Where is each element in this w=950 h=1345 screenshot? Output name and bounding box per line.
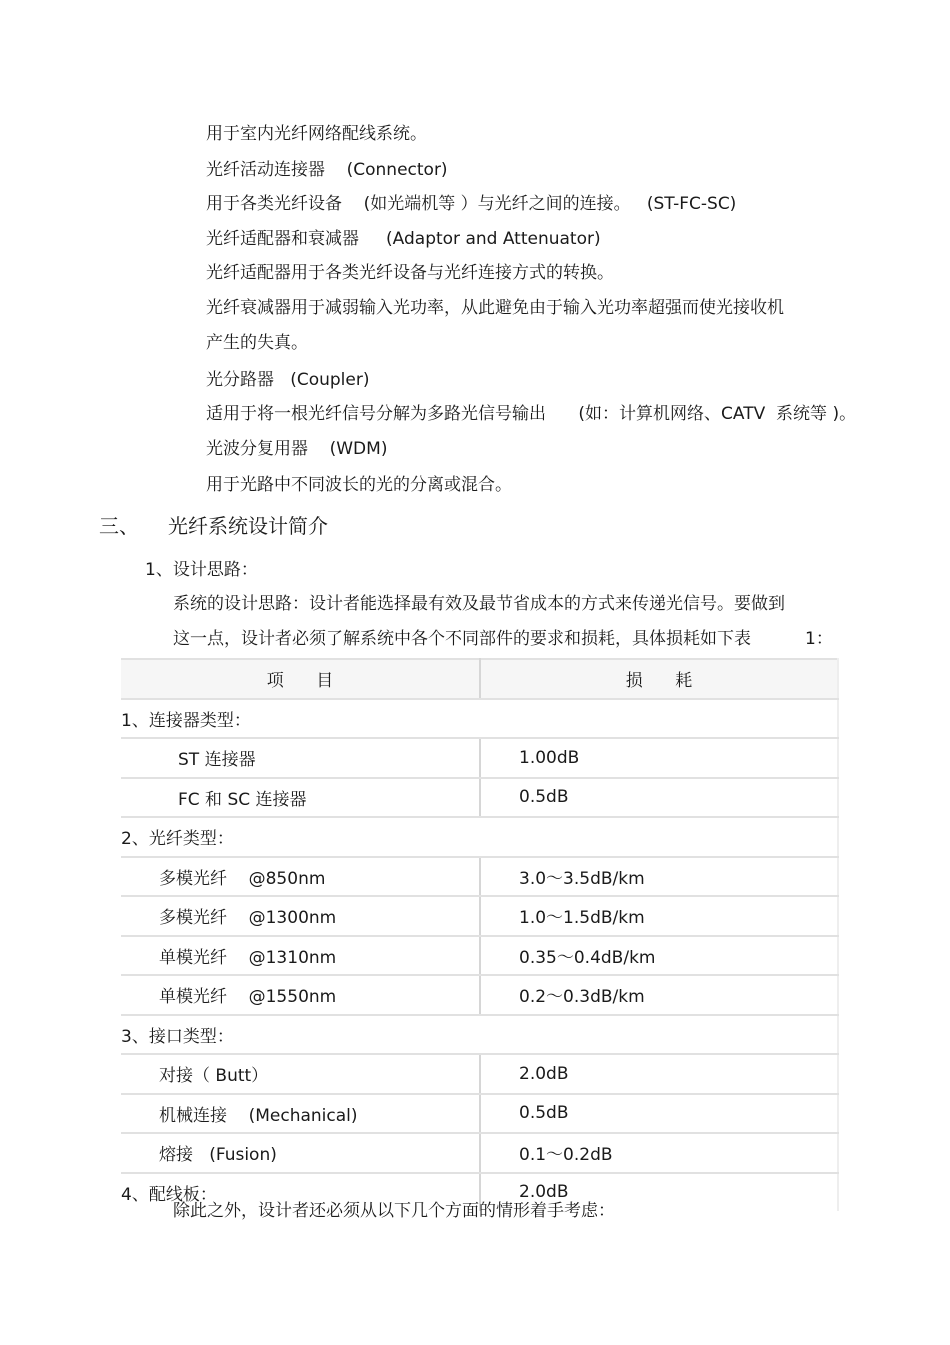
closing-line: 除此之外，设计者还必须从以下几个方面的情形着手考虑： [173, 1201, 615, 1221]
item-cell: FC 和 SC 连接器 [121, 778, 480, 818]
intro-line: 适用于将一根光纤信号分解为多路光信号输出 (如：计算机网络、CATV 系统等 )。 [206, 404, 857, 424]
item-cell: 熔接 (Fusion) [121, 1133, 480, 1173]
intro-line: 用于各类光纤设备 (如光端机等 ）与光纤之间的连接。 (ST-FC-SC) [206, 194, 737, 214]
intro-line: 用于室内光纤网络配线系统。 [206, 124, 427, 144]
table-row [121, 1054, 838, 1094]
loss-table [121, 658, 839, 1211]
loss-cell: 0.1～0.2dB [480, 1133, 838, 1173]
table-row [121, 1094, 838, 1134]
table-row [121, 857, 838, 897]
item-cell: 单模光纤 @1550nm [121, 975, 480, 1015]
item-cell: 机械连接 (Mechanical) [121, 1094, 480, 1134]
item-cell: 4、配线板： [121, 1173, 480, 1212]
header-loss: 损 耗 [480, 659, 838, 699]
table-row [121, 1133, 838, 1173]
loss-cell: 2.0dB [480, 1173, 838, 1212]
group-label: 1、连接器类型： [121, 699, 838, 739]
table-row [121, 778, 838, 818]
loss-cell: 0.2～0.3dB/km [480, 975, 838, 1015]
item-cell: ST 连接器 [121, 738, 480, 778]
loss-cell: 0.35～0.4dB/km [480, 936, 838, 976]
intro-line: 用于光路中不同波长的光的分离或混合。 [206, 475, 512, 495]
section-number: 三、 [99, 514, 139, 538]
loss-cell: 1.00dB [480, 738, 838, 778]
group-label: 3、接口类型： [121, 1015, 838, 1055]
group-label: 2、光纤类型： [121, 817, 838, 857]
intro-line: 光纤适配器用于各类光纤设备与光纤连接方式的转换。 [206, 263, 614, 283]
intro-line: 光分路器 (Coupler) [206, 370, 370, 390]
item-cell: 单模光纤 @1310nm [121, 936, 480, 976]
intro-line: 光纤适配器和衰减器 (Adaptor and Attenuator) [206, 229, 601, 249]
intro-line: 光纤衰减器用于减弱输入光功率，从此避免由于输入光功率超强而使光接收机 [206, 298, 784, 318]
paragraph-line-1: 系统的设计思路：设计者能选择最有效及最节省成本的方式来传递光信号。要做到 [173, 594, 785, 614]
loss-cell: 0.5dB [480, 778, 838, 818]
table-row [121, 975, 838, 1015]
loss-cell: 0.5dB [480, 1094, 838, 1134]
table-row [121, 896, 838, 936]
subsection-heading: 1、设计思路： [145, 560, 258, 580]
loss-cell: 3.0～3.5dB/km [480, 857, 838, 897]
loss-cell: 2.0dB [480, 1054, 838, 1094]
intro-line: 光纤活动连接器 (Connector) [206, 160, 448, 180]
paragraph-line-2: 这一点，设计者必须了解系统中各个不同部件的要求和损耗，具体损耗如下表 1： [173, 629, 833, 649]
table-group-row [121, 699, 838, 739]
section-title: 光纤系统设计简介 [168, 514, 328, 538]
item-cell: 对接（ Butt） [121, 1054, 480, 1094]
table-group-row [121, 817, 838, 857]
table-row [121, 936, 838, 976]
loss-cell: 1.0～1.5dB/km [480, 896, 838, 936]
header-item: 项 目 [121, 659, 480, 699]
table-header-row [121, 659, 838, 699]
table-group-row [121, 1015, 838, 1055]
item-cell: 多模光纤 @1300nm [121, 896, 480, 936]
table-row [121, 738, 838, 778]
item-cell: 多模光纤 @850nm [121, 857, 480, 897]
intro-line: 产生的失真。 [206, 333, 308, 353]
intro-line: 光波分复用器 (WDM) [206, 439, 388, 459]
